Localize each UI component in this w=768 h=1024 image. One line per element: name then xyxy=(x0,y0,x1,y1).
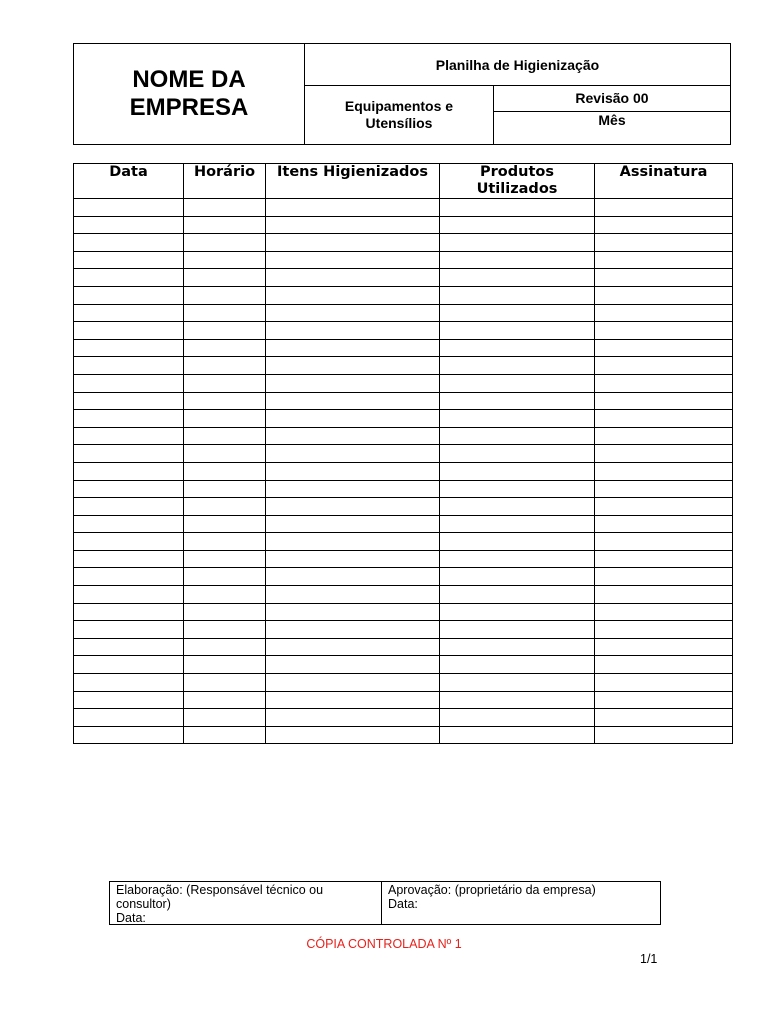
cell-date xyxy=(74,568,184,586)
cell-products xyxy=(440,603,595,621)
cell-signature xyxy=(595,357,733,375)
cell-products xyxy=(440,726,595,744)
cell-signature xyxy=(595,322,733,340)
cell-products xyxy=(440,445,595,463)
cell-date xyxy=(74,709,184,727)
cell-items xyxy=(266,427,440,445)
cell-items xyxy=(266,410,440,428)
approval-cell xyxy=(382,882,660,924)
cell-products xyxy=(440,374,595,392)
approval-box xyxy=(109,881,661,925)
cell-time xyxy=(184,691,266,709)
table-row xyxy=(74,251,733,269)
revision-label: Revisão 00 xyxy=(494,86,730,112)
cell-time xyxy=(184,427,266,445)
cell-products xyxy=(440,286,595,304)
cell-date xyxy=(74,515,184,533)
cell-products xyxy=(440,234,595,252)
cell-date xyxy=(74,269,184,287)
cell-time xyxy=(184,374,266,392)
cell-signature xyxy=(595,374,733,392)
table-row xyxy=(74,603,733,621)
table-row xyxy=(74,374,733,392)
table-row xyxy=(74,533,733,551)
cell-time xyxy=(184,533,266,551)
cell-date xyxy=(74,339,184,357)
cell-time xyxy=(184,726,266,744)
table-row xyxy=(74,550,733,568)
hygiene-log-table xyxy=(73,163,733,744)
table-header-row xyxy=(74,164,733,199)
cell-signature xyxy=(595,726,733,744)
cell-time xyxy=(184,656,266,674)
elaboration-date: Data: xyxy=(116,911,146,925)
cell-items xyxy=(266,709,440,727)
cell-items xyxy=(266,374,440,392)
column-header-products: Produtos Utilizados xyxy=(440,164,595,199)
cell-signature xyxy=(595,656,733,674)
cell-products xyxy=(440,462,595,480)
cell-date xyxy=(74,322,184,340)
cell-products xyxy=(440,392,595,410)
cell-signature xyxy=(595,480,733,498)
cell-items xyxy=(266,462,440,480)
cell-products xyxy=(440,269,595,287)
cell-items xyxy=(266,638,440,656)
cell-time xyxy=(184,621,266,639)
cell-date xyxy=(74,498,184,516)
cell-products xyxy=(440,674,595,692)
cell-date xyxy=(74,410,184,428)
cell-signature xyxy=(595,286,733,304)
cell-items xyxy=(266,199,440,217)
cell-signature xyxy=(595,586,733,604)
table-row xyxy=(74,427,733,445)
table-row xyxy=(74,216,733,234)
cell-products xyxy=(440,550,595,568)
column-header-date: Data xyxy=(74,164,184,199)
company-name: NOME DA EMPRESA xyxy=(129,66,249,121)
cell-items xyxy=(266,304,440,322)
cell-items xyxy=(266,339,440,357)
approval-date: Data: xyxy=(388,897,418,911)
table-row xyxy=(74,515,733,533)
cell-signature xyxy=(595,462,733,480)
cell-date xyxy=(74,357,184,375)
cell-products xyxy=(440,621,595,639)
table-row xyxy=(74,568,733,586)
table-row xyxy=(74,726,733,744)
cell-signature xyxy=(595,392,733,410)
cell-date xyxy=(74,251,184,269)
cell-date xyxy=(74,445,184,463)
column-header-time: Horário xyxy=(184,164,266,199)
cell-products xyxy=(440,656,595,674)
elaboration-label: Elaboração: (Responsável técnico ou consultor) xyxy=(116,883,324,911)
cell-items xyxy=(266,656,440,674)
cell-items xyxy=(266,603,440,621)
cell-products xyxy=(440,357,595,375)
cell-signature xyxy=(595,603,733,621)
cell-time xyxy=(184,216,266,234)
approval-label: Aprovação: (proprietário da empresa) xyxy=(388,883,596,897)
cell-time xyxy=(184,515,266,533)
cell-date xyxy=(74,216,184,234)
sheet-title: Planilha de Higienização xyxy=(305,44,730,86)
cell-signature xyxy=(595,199,733,217)
cell-items xyxy=(266,216,440,234)
page-number: 1/1 xyxy=(640,952,658,966)
table-row xyxy=(74,286,733,304)
cell-products xyxy=(440,568,595,586)
cell-date xyxy=(74,304,184,322)
cell-date xyxy=(74,550,184,568)
cell-date xyxy=(74,427,184,445)
cell-signature xyxy=(595,304,733,322)
cell-products xyxy=(440,533,595,551)
cell-date xyxy=(74,603,184,621)
cell-signature xyxy=(595,638,733,656)
cell-date xyxy=(74,691,184,709)
table-row xyxy=(74,322,733,340)
cell-time xyxy=(184,199,266,217)
cell-time xyxy=(184,568,266,586)
cell-products xyxy=(440,304,595,322)
cell-products xyxy=(440,339,595,357)
cell-time xyxy=(184,638,266,656)
cell-items xyxy=(266,515,440,533)
category-cell xyxy=(305,86,494,144)
cell-products xyxy=(440,480,595,498)
table-row xyxy=(74,709,733,727)
table-body xyxy=(74,199,733,744)
cell-date xyxy=(74,199,184,217)
cell-signature xyxy=(595,709,733,727)
table-row xyxy=(74,234,733,252)
company-name-cell xyxy=(74,44,305,144)
cell-signature xyxy=(595,234,733,252)
cell-products xyxy=(440,691,595,709)
cell-time xyxy=(184,339,266,357)
table-row xyxy=(74,304,733,322)
month-label: Mês xyxy=(598,112,626,128)
cell-date xyxy=(74,674,184,692)
cell-time xyxy=(184,603,266,621)
cell-time xyxy=(184,480,266,498)
cell-signature xyxy=(595,410,733,428)
cell-items xyxy=(266,498,440,516)
cell-signature xyxy=(595,498,733,516)
cell-time xyxy=(184,462,266,480)
cell-items xyxy=(266,621,440,639)
cell-products xyxy=(440,199,595,217)
cell-date xyxy=(74,621,184,639)
table-row xyxy=(74,269,733,287)
cell-signature xyxy=(595,674,733,692)
table-row xyxy=(74,586,733,604)
cell-items xyxy=(266,586,440,604)
cell-time xyxy=(184,322,266,340)
cell-items xyxy=(266,533,440,551)
cell-products xyxy=(440,251,595,269)
cell-date xyxy=(74,533,184,551)
cell-signature xyxy=(595,216,733,234)
cell-products xyxy=(440,709,595,727)
cell-signature xyxy=(595,515,733,533)
cell-date xyxy=(74,656,184,674)
cell-products xyxy=(440,322,595,340)
table-row xyxy=(74,621,733,639)
table-row xyxy=(74,638,733,656)
table-row xyxy=(74,445,733,463)
cell-items xyxy=(266,550,440,568)
elaboration-cell xyxy=(110,882,382,924)
cell-signature xyxy=(595,445,733,463)
table-row xyxy=(74,462,733,480)
cell-time xyxy=(184,586,266,604)
table-row xyxy=(74,656,733,674)
cell-signature xyxy=(595,621,733,639)
cell-date xyxy=(74,374,184,392)
cell-items xyxy=(266,568,440,586)
table-row xyxy=(74,498,733,516)
cell-products xyxy=(440,216,595,234)
cell-items xyxy=(266,251,440,269)
cell-items xyxy=(266,726,440,744)
cell-signature xyxy=(595,550,733,568)
cell-date xyxy=(74,392,184,410)
cell-time xyxy=(184,709,266,727)
cell-signature xyxy=(595,533,733,551)
cell-date xyxy=(74,480,184,498)
cell-products xyxy=(440,638,595,656)
cell-items xyxy=(266,691,440,709)
table-row xyxy=(74,339,733,357)
table-row xyxy=(74,199,733,217)
table-row xyxy=(74,410,733,428)
cell-time xyxy=(184,392,266,410)
document-header xyxy=(73,43,731,145)
cell-signature xyxy=(595,691,733,709)
cell-items xyxy=(266,234,440,252)
cell-time xyxy=(184,234,266,252)
table-row xyxy=(74,357,733,375)
cell-date xyxy=(74,286,184,304)
controlled-copy-notice: CÓPIA CONTROLADA Nº 1 xyxy=(306,937,462,951)
cell-signature xyxy=(595,568,733,586)
cell-items xyxy=(266,674,440,692)
cell-signature xyxy=(595,269,733,287)
cell-time xyxy=(184,251,266,269)
cell-signature xyxy=(595,427,733,445)
cell-items xyxy=(266,392,440,410)
cell-time xyxy=(184,269,266,287)
cell-time xyxy=(184,445,266,463)
cell-time xyxy=(184,410,266,428)
cell-time xyxy=(184,304,266,322)
cell-products xyxy=(440,515,595,533)
cell-items xyxy=(266,286,440,304)
cell-time xyxy=(184,550,266,568)
table-row xyxy=(74,674,733,692)
cell-products xyxy=(440,586,595,604)
cell-products xyxy=(440,410,595,428)
cell-date xyxy=(74,462,184,480)
cell-date xyxy=(74,726,184,744)
category-label: Equipamentos e Utensílios xyxy=(344,98,454,131)
cell-date xyxy=(74,234,184,252)
cell-time xyxy=(184,357,266,375)
cell-products xyxy=(440,498,595,516)
cell-date xyxy=(74,638,184,656)
cell-items xyxy=(266,445,440,463)
cell-products xyxy=(440,427,595,445)
cell-signature xyxy=(595,339,733,357)
cell-items xyxy=(266,357,440,375)
cell-items xyxy=(266,269,440,287)
cell-signature xyxy=(595,251,733,269)
cell-items xyxy=(266,480,440,498)
table-row xyxy=(74,691,733,709)
cell-time xyxy=(184,286,266,304)
table-row xyxy=(74,480,733,498)
cell-items xyxy=(266,322,440,340)
cell-time xyxy=(184,498,266,516)
column-header-signature: Assinatura xyxy=(595,164,733,199)
table-row xyxy=(74,392,733,410)
column-header-items: Itens Higienizados xyxy=(266,164,440,199)
cell-date xyxy=(74,586,184,604)
cell-time xyxy=(184,674,266,692)
